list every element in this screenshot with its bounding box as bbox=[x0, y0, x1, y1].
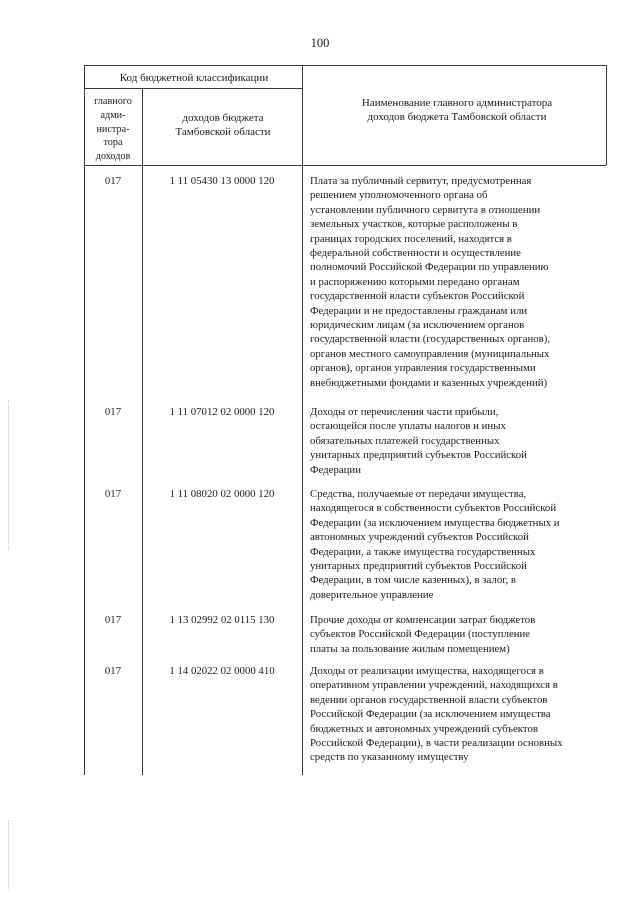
header-bottom-border bbox=[84, 165, 606, 166]
income-code-cell: 1 14 02022 02 0000 410 bbox=[169, 665, 275, 677]
header-admin-code-line: нистра- bbox=[96, 123, 130, 135]
header-admin-code-line: адми- bbox=[100, 109, 126, 121]
description-line: земельных участков, которые расположены в bbox=[310, 218, 518, 231]
header-group-divider bbox=[84, 88, 302, 89]
admin-code-cell: 017 bbox=[104, 406, 122, 418]
description-line: государственной власти субъектов Российской bbox=[310, 290, 525, 303]
description-line: оперативном управлении учреждений, находящихся в bbox=[310, 679, 558, 692]
header-income-code bbox=[150, 111, 296, 140]
description-line: Прочие доходы от компенсации затрат бюджетов bbox=[310, 614, 536, 626]
description-line: унитарных предприятий субъектов Российской bbox=[310, 449, 527, 462]
description-line: Федерации bbox=[310, 463, 361, 476]
header-admin-code bbox=[86, 95, 140, 164]
income-code-cell: 1 11 08020 02 0000 120 bbox=[169, 488, 275, 500]
description-line: ведении органов государственной власти субъектов bbox=[310, 693, 548, 706]
page-number: 100 bbox=[310, 36, 330, 50]
header-admin-code-line: главного bbox=[94, 96, 132, 107]
header-admin-name-line: доходов бюджета Тамбовской области bbox=[367, 111, 547, 124]
description-line: органов), органов управления государственными bbox=[310, 362, 536, 375]
description-line: платы за пользование жилым помещением) bbox=[310, 642, 510, 655]
description-line: унитарных предприятий субъектов Российской bbox=[310, 560, 527, 573]
description-line: Доходы от перечисления части прибыли, bbox=[310, 406, 499, 418]
description-line: Федерации и не предоставлены гражданам или bbox=[310, 304, 528, 317]
description-line: юридическим лицам (за исключением органов bbox=[310, 319, 525, 332]
description-line: Российской Федерации), в части реализации основных bbox=[310, 737, 563, 750]
description-cell bbox=[310, 405, 606, 477]
table-top-border bbox=[84, 65, 606, 66]
column-divider-2 bbox=[302, 65, 303, 775]
description-line: обязательных платежей государственных bbox=[310, 434, 500, 447]
description-line: автономных учреждений субъектов Российской bbox=[310, 531, 529, 544]
description-line: средств по указанному имуществу bbox=[310, 751, 469, 764]
header-admin-code-line: тора bbox=[103, 137, 123, 149]
description-line: Федерации, а также имущества государственных bbox=[310, 545, 536, 558]
description-line: установлении публичного сервитута в отношении bbox=[310, 203, 541, 216]
description-line: Доходы от реализации имущества, находящегося в bbox=[310, 665, 544, 677]
description-cell bbox=[310, 613, 606, 656]
admin-code-cell: 017 bbox=[104, 175, 122, 187]
header-group-title: Код бюджетной классификации bbox=[119, 72, 269, 84]
income-code-cell: 1 13 02992 02 0115 130 bbox=[169, 614, 275, 626]
description-line: Федерации, в том числе казенных), в залог, в bbox=[310, 574, 516, 587]
description-line: решением уполномоченного органа об bbox=[310, 189, 488, 202]
description-line: находящегося в собственности субъектов Российской bbox=[310, 502, 557, 515]
admin-code-cell: 017 bbox=[104, 665, 122, 677]
description-line: государственной власти (государственных органов), bbox=[310, 333, 551, 346]
description-line: субъектов Российской Федерации (поступление bbox=[310, 628, 531, 641]
table-left-border bbox=[84, 65, 85, 775]
description-line: полномочий Российской Федерации по управлению bbox=[310, 261, 549, 274]
description-cell bbox=[310, 487, 606, 602]
header-income-code-line: Тамбовской области bbox=[175, 126, 271, 139]
income-code-cell: 1 11 05430 13 0000 120 bbox=[169, 175, 275, 187]
description-line: границах городских поселений, находятся в bbox=[310, 232, 512, 245]
description-line: внебюджетными фондами и казенных учреждений) bbox=[310, 376, 548, 389]
description-cell bbox=[310, 174, 606, 390]
column-divider-1 bbox=[142, 88, 143, 775]
header-income-code-line: доходов бюджета bbox=[182, 112, 264, 124]
description-line: остающейся после уплаты налогов и иных bbox=[310, 420, 506, 433]
header-admin-code-line: доходов bbox=[95, 151, 131, 163]
header-admin-name bbox=[304, 96, 610, 125]
description-line: Федерации (за исключением имущества бюджетных и bbox=[310, 516, 560, 529]
description-line: Средства, получаемые от передачи имущества, bbox=[310, 488, 527, 500]
income-code-cell: 1 11 07012 02 0000 120 bbox=[169, 406, 275, 418]
admin-code-cell: 017 bbox=[104, 614, 122, 626]
description-line: бюджетных и автономных учреждений субъектов bbox=[310, 722, 538, 735]
admin-code-cell: 017 bbox=[104, 488, 122, 500]
description-line: Российской Федерации (за исключением имущества bbox=[310, 708, 551, 721]
description-line: доверительное управление bbox=[310, 588, 434, 601]
header-admin-name-line: Наименование главного администратора bbox=[361, 97, 553, 109]
description-line: Плата за публичный сервитут, предусмотренная bbox=[310, 175, 532, 187]
description-line: и распоряжению которыми передано органам bbox=[310, 275, 520, 288]
description-line: органов местного самоуправления (муниципальных bbox=[310, 347, 550, 360]
description-cell bbox=[310, 664, 606, 765]
description-line: федеральной собственности и осуществление bbox=[310, 247, 521, 260]
scan-margin-mark bbox=[8, 820, 11, 890]
scan-margin-mark bbox=[8, 400, 11, 550]
